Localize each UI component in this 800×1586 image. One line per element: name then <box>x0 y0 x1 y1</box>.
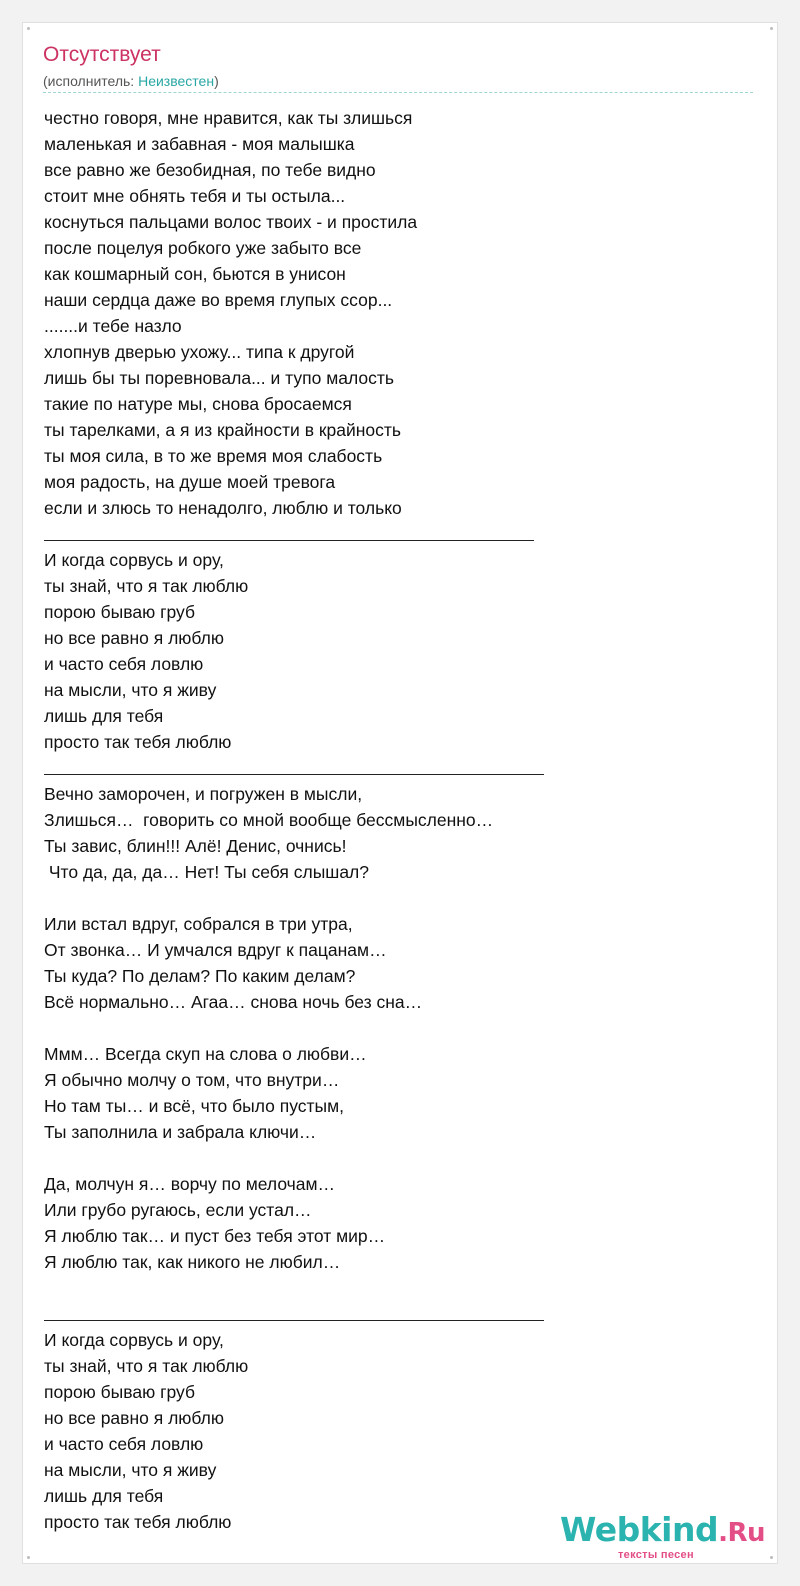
lyric-line: ты тарелками, а я из крайности в крайность <box>44 420 402 440</box>
separator-rule <box>44 1320 544 1321</box>
lyric-line: Или грубо ругаюсь, если устал… <box>44 1200 312 1220</box>
logo-tld: .Ru <box>718 1518 766 1548</box>
lyric-line: Я люблю так, как никого не любил… <box>44 1252 341 1272</box>
webkind-logo[interactable] <box>560 1510 766 1564</box>
logo-name: Webkind <box>560 1510 719 1549</box>
lyric-line: если и злюсь то ненадолго, люблю и только <box>44 498 402 518</box>
artist-suffix: ) <box>214 73 219 89</box>
lyric-line: коснуться пальцами волос твоих - и простила <box>44 212 418 232</box>
lyric-line: стоит мне обнять тебя и ты остыла... <box>44 186 346 206</box>
artist-line <box>43 73 219 89</box>
separator-rule <box>44 774 544 775</box>
lyric-line <box>44 1015 744 1041</box>
lyric-line: и часто себя ловлю <box>44 654 204 674</box>
section-separator <box>44 521 744 547</box>
lyric-line: Но там ты… и всё, что было пустым, <box>44 1096 344 1116</box>
corner-dot <box>770 27 773 30</box>
lyric-line: наши сердца даже во время глупых ссор... <box>44 290 393 310</box>
lyric-line: на мысли, что я живу <box>44 1460 217 1480</box>
lyric-line: Злишься… говорить со мной вообще бессмысленно… <box>44 810 494 830</box>
lyric-line: хлопнув дверью ухожу... типа к другой <box>44 342 355 362</box>
lyric-line <box>44 885 744 911</box>
corner-dot <box>770 1556 773 1559</box>
lyric-line: .......и тебе назло <box>44 316 182 336</box>
lyric-line: как кошмарный сон, бьются в унисон <box>44 264 346 284</box>
lyric-line: Всё нормально… Агаа… снова ночь без сна… <box>44 992 423 1012</box>
lyric-line: Вечно заморочен, и погружен в мысли, <box>44 784 363 804</box>
section-separator <box>44 1301 744 1327</box>
lyric-line: ты знай, что я так люблю <box>44 1356 249 1376</box>
lyric-line: Или встал вдруг, собрался в три утра, <box>44 914 353 934</box>
lyric-line: Я обычно молчу о том, что внутри… <box>44 1070 340 1090</box>
lyrics-card <box>22 22 778 1564</box>
lyric-line: лишь для тебя <box>44 706 164 726</box>
lyric-line: порою бываю груб <box>44 602 195 622</box>
artist-link[interactable]: Неизвестен <box>138 73 215 89</box>
logo-wordmark <box>560 1510 765 1549</box>
lyric-line: Ммм… Всегда скуп на слова о любви… <box>44 1044 367 1064</box>
section-separator <box>44 755 744 781</box>
lyric-line: лишь для тебя <box>44 1486 164 1506</box>
lyric-line: И когда сорвусь и ору, <box>44 1330 224 1350</box>
corner-dot <box>27 1556 30 1559</box>
lyric-line: Ты заполнила и забрала ключи… <box>44 1122 317 1142</box>
logo-tagline: тексты песен <box>618 1549 694 1561</box>
lyric-line <box>44 1275 744 1301</box>
title-divider <box>43 92 753 93</box>
lyric-line: маленькая и забавная - моя малышка <box>44 134 355 154</box>
lyric-line: просто так тебя люблю <box>44 1512 232 1532</box>
lyric-line <box>44 1145 744 1171</box>
lyric-line: но все равно я люблю <box>44 628 224 648</box>
lyric-line: Ты куда? По делам? По каким делам? <box>44 966 356 986</box>
lyric-line: такие по натуре мы, снова бросаемся <box>44 394 352 414</box>
corner-dot <box>27 27 30 30</box>
lyric-line: все равно же безобидная, по тебе видно <box>44 160 376 180</box>
lyric-line: От звонка… И умчался вдруг к пацанам… <box>44 940 387 960</box>
lyric-line: Что да, да, да… Нет! Ты себя слышал? <box>44 862 369 882</box>
lyric-line: лишь бы ты поревновала... и тупо малость <box>44 368 394 388</box>
lyric-line: но все равно я люблю <box>44 1408 224 1428</box>
lyric-line: порою бываю груб <box>44 1382 195 1402</box>
lyric-line: Ты завис, блин!!! Алё! Денис, очнись! <box>44 836 347 856</box>
lyric-line: и часто себя ловлю <box>44 1434 204 1454</box>
lyric-line: Да, молчун я… ворчу по мелочам… <box>44 1174 336 1194</box>
lyric-line: Я люблю так… и пуст без тебя этот мир… <box>44 1226 386 1246</box>
artist-prefix: (исполнитель: <box>43 73 139 89</box>
lyric-line: на мысли, что я живу <box>44 680 217 700</box>
lyric-line: просто так тебя люблю <box>44 732 232 752</box>
separator-rule <box>44 540 534 541</box>
lyrics-body <box>44 105 744 1535</box>
lyric-line: честно говоря, мне нравится, как ты злишься <box>44 108 413 128</box>
lyric-line: ты моя сила, в то же время моя слабость <box>44 446 383 466</box>
lyric-line: после поцелуя робкого уже забыто все <box>44 238 362 258</box>
lyric-line: И когда сорвусь и ору, <box>44 550 224 570</box>
lyric-line: ты знай, что я так люблю <box>44 576 249 596</box>
song-title: Отсутствует <box>43 43 161 66</box>
lyric-line: моя радость, на душе моей тревога <box>44 472 336 492</box>
